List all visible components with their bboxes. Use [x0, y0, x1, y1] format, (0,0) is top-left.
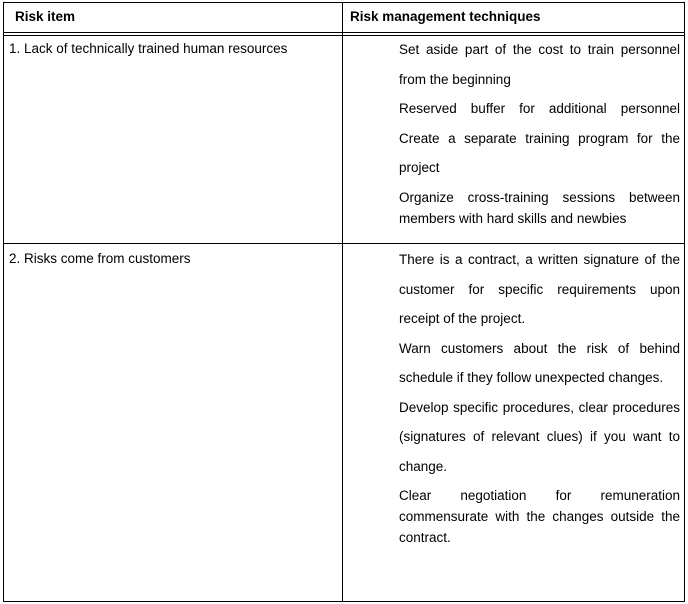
column-divider [342, 2, 343, 602]
table-border-right [684, 2, 685, 602]
table-border-left [3, 2, 4, 602]
table-border-top [3, 2, 685, 3]
row-divider [3, 243, 685, 244]
risk-item-2: 2. Risks come from customers [9, 251, 191, 266]
technique-item: Set aside part of the cost to train personnel from the beginning [399, 42, 680, 87]
technique-item: There is a contract, a written signature of the customer for specific requirements upon receipt of the project. [399, 252, 680, 326]
technique-item: Reserved buffer for additional personnel [399, 101, 680, 116]
technique-item: Develop specific procedures, clear procedures (signatures of relevant clues) if you want to change. [399, 399, 680, 474]
technique-item: Warn customers about the risk of behind schedule if they follow unexpected changes. [399, 340, 680, 385]
techniques-cell-2 [399, 245, 680, 548]
table-border-bottom [3, 601, 685, 602]
technique-item: Create a separate training program for the project [399, 130, 680, 175]
technique-item: Organize cross-training sessions between members with hard skills and newbies [399, 189, 680, 226]
risk-item-1: 1. Lack of technically trained human resources [9, 41, 288, 56]
header-risk-item: Risk item [15, 9, 76, 24]
header-double-rule [3, 32, 685, 33]
techniques-cell-1 [399, 35, 680, 229]
technique-item: Clear negotiation for remuneration commensurate with the changes outside the contract. [399, 488, 680, 545]
risk-table [3, 2, 685, 602]
header-techniques: Risk management techniques [350, 9, 541, 24]
